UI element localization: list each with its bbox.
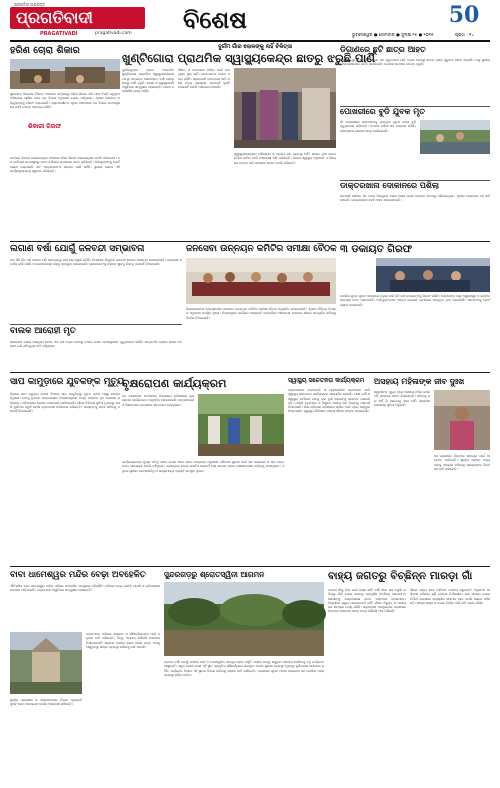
body-center-lead-2: ଔଷଧ ଓ ଉପକରଣ ରଖିବା ପାଇଁ ଉପଯୁକ୍ତ ସ୍ଥାନ ନାହିଁ। ଡାକ୍ତରଙ୍କ ଅଭାବ ମଧ୍ୟ ରହିଛି। ଗ୍ରାମବାସୀ ବାରମ୍ବାର ଦାବି କଲେ ମଧ୍ୟ ପ୍ରଶାସନ ଏଥିପ୍ରତି ଦୃଷ୍ଟି ଦେଉନାହିଁ ବୋଲି ଅଭିଯୋଗ ହେଉଛି।: [178, 68, 230, 90]
body-row4-mid2: ଗ୍ରାମାଞ୍ଚଳରେ ଝାଡ଼ାବାନ୍ତି ଓ ମ୍ୟାଲେରିଆ ପ୍ରତିରୋଧ ପାଇଁ ସ୍ୱାସ୍ଥ୍ୟ ସଚେତନତା କାର୍ଯ୍ୟକ୍ରମ ଆୟୋଜିତ ହୋଇଛି। ଆଶା କର୍ମୀ ଓ ସ୍ୱାସ୍ଥ୍ୟ କର୍ମଚାରୀ ଘରକୁ ଘର ବୁଲି ଲୋକଙ୍କୁ ସଚେତନ କରାଉଛନ୍ତି। ମଶାରି ବ୍ୟବହାର ଓ ବିଶୁଦ୍ଧ ପାନୀୟ ଜଳ ପିଇବାକୁ ପରାମର୍ଶ ଦିଆଯାଉଛି। ଗାଁର ଚାରିପାଖ ପରିଷ୍କାର ରଖିବା ପାଇଁ ମଧ୍ୟ ଆହ୍ୱାନ ଦିଆଯାଇଛି। ସ୍ୱାସ୍ଥ୍ୟ ଶିବିରରେ ମାଗଣା ଔଷଧ ବଣ୍ଟନ କରାଯାଇଛି।: [288, 388, 370, 414]
row-divider-1: [10, 241, 490, 242]
body-bottom-mid: ପ୍ରବଳ ବର୍ଷା ଯୋଗୁଁ ଅଞ୍ଚଳର ନଦୀ ଓ ଝରଣାଗୁଡ଼ିକ ଭରପୂର ହୋଇ ବହୁଛି। ପାହାଡ଼ ଉପରୁ ଖସୁଥିବା ଜଳଧାରା ଦେଖିବାକୁ ବହୁ ପର୍ଯ୍ୟଟକ ଆସୁଛନ୍ତି। ସବୁଜ ବନାନୀ ଘେରା ଏହି ସ୍ଥାନ ପ୍ରାକୃତିକ ସୌନ୍ଦର୍ଯ୍ୟରେ ଭରପୂର। ତେବେ ସୁରକ୍ଷା ବ୍ୟବସ୍ଥା ନଥିବାରୁ ଦୁର୍ଘଟଣାର ଆଶଙ୍କା ରହିଛି। ପର୍ଯ୍ୟଟନ ବିଭାଗ ଏହି ସ୍ଥାନର ବିକାଶ କରିବାକୁ ଲୋକେ ଦାବି କରିଛନ୍ତି। ପ୍ରଶାସନ ସୂଚନା ଫଳକ ଲଗାଇବା ସହ ପୋଲିସ ପହରା ବ୍ୟବସ୍ଥା କରିବା ଉଚିତ।: [164, 660, 324, 677]
body-row4-mid-1: ବନ ମହୋତ୍ସବ ଅବସରରେ ବିଦ୍ୟାଳୟ ପରିସରରେ ବୃକ୍ଷରୋପଣ କାର୍ଯ୍ୟକ୍ରମ ଅନୁଷ୍ଠିତ ହୋଇଯାଇଛି। ଛାତ୍ରଛାତ୍ରୀ ଓ ଶିକ୍ଷକମାନେ ଉତ୍ସାହର ସହ ଯୋଗ ଦେଇଥିଲେ।: [122, 394, 194, 407]
body-center-lead-1: କୁଆଁରମୁଣ୍ଡା ବ୍ଲକ ଅନ୍ତର୍ଗତ ଖୁଣ୍ଟିଗୋରା ପ୍ରାଥମିକ ସ୍ୱାସ୍ଥ୍ୟକେନ୍ଦ୍ରର ଅବସ୍ଥା ଅତ୍ୟନ୍ତ ଶୋଚନୀୟ। ବର୍ଷା ହେଲେ ଛାତରୁ ପାଣି ଝରୁଛି। ରୋଗୀ ଓ ସ୍ୱାସ୍ଥ୍ୟକର୍ମୀ ଅସୁବିଧାର ସମ୍ମୁଖୀନ ହେଉଛନ୍ତି। କୋଠା ଜରାଜୀର୍ଣ୍ଣ ହୋଇ ପଡ଼ିଛି।: [122, 68, 175, 94]
headline-right-3: ଡାକ୍ତରଖାନା ଦୋକାନରେ ପଶିଲା: [340, 181, 439, 190]
photo-bottom-left: [10, 632, 82, 694]
body-bottom-left-3: ସ୍ଥାନୀୟ ପ୍ରଶାସନ ଓ ଏଣ୍ଡୋମେଣ୍ଟ ବିଭାଗ ଏଥିପ୍ରତି ଦୃଷ୍ଟି ଦେବା ଆବଶ୍ୟକ ବୋଲି ଅଞ୍ଚଳବାସୀ କହିଛନ୍ତି।: [10, 698, 82, 707]
headline-right-top: ଡିଗାଣରେ ଛୁଟି ଛାତ୍ର ଆହତ: [340, 45, 426, 54]
body-row4-left: ବିଲରେ କାମ କରୁଥିବା ବେଳେ ବିଷଧର ସାପ କାମୁଡ଼ିବାରୁ ଯୁବକ ଜଣକ ଅସୁସ୍ଥ ହୋଇପଡ଼ିଥିଲେ। ତାଙ୍କୁ ତୁରନ୍ତ ଡାକ୍ତରଖାନା ନିଆଯାଇଥିଲେ ମଧ୍ୟ ଡାକ୍ତର ମୃତ ଘୋଷଣା କରିଥିଲେ। ପରିବାରରେ କୋହର ବାତାବରଣ ଖେଳିଯାଇଛି। ଗାଁରେ ଚିକିତ୍ସା ସୁବିଧା ନଥିବାରୁ ଏଭଳି ଦୁର୍ଘଟଣା ଘଟୁଛି ବୋଲି ଗ୍ରାମବାସୀ ଅଭିଯୋଗ କରିଛନ୍ତି। ସମସ୍ତଙ୍କୁ ସତର୍କ ରହିବାକୁ ପରାମର୍ଶ ଦିଆଯାଇଛି।: [10, 392, 120, 414]
photo-row2-mid: [186, 258, 336, 304]
photo-left-top: [10, 59, 120, 89]
body-row2-mid: ଜିଲ୍ଲାପାଳଙ୍କ ଅଧ୍ୟକ୍ଷତାରେ ଜନସେବା ଉନ୍ନୟନ କମିଟିର ସମୀକ୍ଷା ବୈଠକ ଅନୁଷ୍ଠିତ ହୋଇଯାଇଛି। ଏଥିରେ ବିଭିନ୍ନ ବିଭାଗର ଅଧିକାରୀ ଉପସ୍ଥିତ ଥିଲେ। ବିକାଶମୂଳକ କାର୍ଯ୍ୟର ଅଗ୍ରଗତି ସମ୍ପର୍କରେ ଆଲୋଚନା କରାଯାଇ ଶୀଘ୍ର ସମ୍ପୂର୍ଣ୍ଣ କରିବାକୁ ନିର୍ଦ୍ଦେଶ ଦିଆଯାଇଛି।: [186, 307, 336, 320]
body-center-lead-3: ସ୍ୱାସ୍ଥ୍ୟକେନ୍ଦ୍ରରେ ଶୌଚାଳୟ ଓ ପାନୀୟ ଜଳ ବ୍ୟବସ୍ଥା ନାହିଁ। ଶୀଘ୍ର ନୂଆ କୋଠା ନିର୍ମାଣ କରିବା ପାଇଁ ଅଞ୍ଚଳବାସୀ ଦାବି କରିଛନ୍ତି। ଜିଲ୍ଲା ସ୍ୱାସ୍ଥ୍ୟ ଅଧିକାରୀ ଏ ବିଷୟରେ ତଦନ୍ତ କରି ପଦକ୍ଷେପ ନେବେ ବୋଲି କହିଛନ୍ତି।: [234, 152, 336, 165]
body-row2-left: ଗତ କିଛି ଦିନ ଧରି ଲଗାଣ ବର୍ଷା ହେଉଥିବାରୁ ନଦୀ ନାଳ ଉଛୁଳି ଉଠିଛି। ନିମ୍ନାଞ୍ଚଳ ଗାଁଗୁଡ଼ିକ ଜଳବନ୍ଦୀ ହେବାର ଆଶଙ୍କା ଦେଖାଦେଇଛି। ପ୍ରଶାସନ ସତର୍କତା ଜାରି କରିଛି ଓ ଉଦ୍ଧାରକାରୀ ଦଳକୁ ପ୍ରସ୍ତୁତ ରଖାଯାଇଛି। ଲୋକମାନଙ୍କୁ ନିରାପଦ ସ୍ଥାନକୁ ଯିବାକୁ ପରାମର୍ଶ ଦିଆଯାଇଛି।: [10, 258, 182, 267]
page-number: ପୃଷ୍ଠା : ୧୪: [455, 32, 474, 37]
headline-left-top: ହରିଣ ଚୋରା ଶିକାର: [10, 45, 80, 56]
photo-row4-right: [434, 390, 490, 450]
anniversary-badge: [446, 2, 482, 28]
body-right-2: ଗାଁ ପୋଖରୀରେ ଗାଧୋଇବାକୁ ଯାଇଥିବା ଯୁବକ ଜଣକ ବୁଡ଼ି ମୃତ୍ୟୁବରଣ କରିଛନ୍ତି। ଦମକଳ ବାହିନୀ ଶବ ଉଦ୍ଧାର କରିଛି। ପରିବାରରେ ଶୋକର ଛାୟା ଖେଳିଯାଇଛି।: [340, 120, 416, 133]
body-row4-mid-2: କାର୍ଯ୍ୟକ୍ରମରେ ମୁଖ୍ୟ ଅତିଥି ଭାବେ ଯୋଗ ଦେଇ ବ୍ଲକ ଉନ୍ନୟନ ଅଧିକାରୀ ପରିବେଶ ସୁରକ୍ଷା ପାଇଁ ଗଛ ଲଗାଇବା ଓ ତାର ଯତ୍ନ ନେବା ଆବଶ୍ୟକ ବୋଲି କହିଥିଲେ। ପ୍ରତ୍ୟେକ ଛାତ୍ର ଗୋଟିଏ ଲେଖାଏଁ ଚାରା ଲଗାଇ ତାହାର ରକ୍ଷଣାବେକ୍ଷଣ ଦାୟିତ୍ୱ ନେଇଥିଲେ। ଏଥିରେ ସ୍ଥାନୀୟ ଜନପ୍ରତିନିଧି ଓ ଗଣ୍ୟମାନ୍ୟ ବ୍ୟକ୍ତି ଉପସ୍ଥିତ ଥିଲେ।: [122, 460, 284, 473]
masthead-tagline: ପ୍ରଗତିର ଅଗ୍ରଦୂତ: [14, 2, 46, 7]
body-left-top: ସୁନ୍ଦରଗଡ଼ ଜିଲ୍ଲାର ବିଭିନ୍ନ ଅଞ୍ଚଳରେ ଜଙ୍ଗଲରୁ ହରିଣ ଶିକାର କରି ମାଂସ ବିକ୍ରି କରୁଥିବା ଅଭିଯୋଗ ଆସିବା ପରେ ବନ ବିଭାଗ ଅଧିକାରୀ ଚଢ଼ାଉ କରିଥିଲେ। ଏଥିରେ କେତେକ ଅଭିଯୁକ୍ତଙ୍କୁ ଗିରଫ କରାଯାଇଛି। ଗ୍ରାମବାସୀଙ୍କ ସୂଚନା ଆଧାରରେ ବନ ବିଭାଗ ଘଟଣାସ୍ଥଳରେ ପହଞ୍ଚି ତଦନ୍ତ ଆରମ୍ଭ କରିଛି।: [10, 92, 120, 109]
headline-row4-mid2: ସ୍ୱାସ୍ଥ୍ୟ ସଚେତନତା କାର୍ଯ୍ୟକ୍ରମ: [288, 377, 365, 384]
body-right-3: ଗତକାଲି ରାତିରେ ଏକ ଟ୍ରକ ନିୟନ୍ତ୍ରଣ ହରାଇ ରାସ୍ତା କଡ଼ର ଦୋକାନ ଭିତରକୁ ପଶିଯାଇଥିଲା। ଏଥିରେ ଦୋକାନର ବହୁ କ୍ଷତି ହୋଇଛି। ଭାଗ୍ୟବଶତଃ କେହି ଆହତ ହୋଇନାହାନ୍ତି।: [340, 194, 490, 203]
headline-row4-mid: ବୃକ୍ଷରୋପଣ କାର୍ଯ୍ୟକ୍ରମ: [122, 377, 227, 390]
body-row2-right: ପୋଲିସ ଗୁପ୍ତ ସୂଚନା ଆଧାରରେ ଚଢ଼ାଉ କରି ତିନି ଜଣ ଡକାୟତଙ୍କୁ ଗିରଫ କରିଛି। ସେମାନଙ୍କ ଠାରୁ ଅସ୍ତ୍ରଶସ୍ତ୍ର ଓ ଲୁଣ୍ଠିତ ସାମଗ୍ରୀ ଜବତ କରାଯାଇଛି। ଅଭିଯୁକ୍ତମାନେ ଅନେକ ଡକାୟତି ଘଟଣାରେ ସମ୍ପୃକ୍ତ ଥିବା ଜଣାପଡ଼ିଛି। ସେମାନଙ୍କୁ କୋର୍ଟ ଚାଲାଣ କରାଯାଇଛି।: [340, 294, 490, 307]
logo-sub: PRAGATIVADI: [40, 31, 78, 37]
headline-bottom-left: ବାବା ଧାମେଶ୍ୱର ମନ୍ଦିର ବେଢ଼ା ଅବହେଳିତ: [10, 570, 146, 580]
section-title: ବିଶେଷ: [183, 6, 247, 34]
headline-row3-left: ବାଲକ ଆରୋହୀ ମୃତ: [10, 326, 76, 336]
headline-bottom-mid: ସୁନ୍ଦରଗଡ଼ରୁ ଶ୍ରୋତସ୍ୱିନୀ ଆଗମନ: [164, 570, 265, 579]
pull-quote-left: ଶିକାରୀ ଗିରଫ: [28, 123, 62, 130]
body-bottom-left-2: ଭକ୍ତମାନେ ମନ୍ଦିରର ସଂସ୍କାର ଓ ସୌନ୍ଦର୍ଯ୍ୟକରଣ ପାଇଁ ବହୁବାର ଦାବି କରିଛନ୍ତି। କିନ୍ତୁ ଏଯାବତ୍ କୌଣସି ପଦକ୍ଷେପ ନିଆଯାଇନାହିଁ। ଶ୍ରାବଣ ମାସରେ ହଜାର ହଜାର ଭକ୍ତ ଏଠାକୁ ଆସୁଥିବାରୁ ଶୀଘ୍ର ବ୍ୟବସ୍ଥା କରିବାକୁ ଦାବି ହେଉଛି।: [86, 632, 160, 649]
body-row4-right-2: ସେ ପ୍ରଶାସନ ନିକଟରେ ସାହାଯ୍ୟ ପାଇଁ ଆବେଦନ କରିଛନ୍ତି। ସ୍ଥାନୀୟ ଲୋକେ ମଧ୍ୟ ତାଙ୍କୁ ସହାୟତା କରିବାକୁ ସରକାରଙ୍କ ନିକଟରେ ଦାବି କରିଛନ୍ତି।: [434, 454, 490, 471]
photo-right-2: [420, 120, 490, 154]
body-row4-right-1: ସ୍ୱାମୀଙ୍କ ମୃତ୍ୟୁ ପରେ ଅସହାୟ ମହିଳା ଜଣକ ଅତି କଷ୍ଟରେ ଜୀବନ ବିତାଉଛନ୍ତି। ରହିବାକୁ ଘର ନାହିଁ କି ଖାଇବାକୁ ଦାନା ନାହିଁ। ସରକାରୀ ଯୋଜନାର ସୁବିଧା ମିଳୁନାହିଁ।: [374, 390, 430, 407]
anniversary-number: 50: [448, 2, 480, 28]
headline-row4-left: ସାପ କାମୁଡ଼ାରେ ଯୁବକଙ୍କ ମୃତ୍ୟୁ: [10, 377, 125, 387]
photo-center-lead: [234, 68, 336, 148]
masthead-rule: [10, 40, 490, 42]
headline-row2-right: ୩ ଡକାୟତ ଗିରଫ: [340, 244, 413, 255]
headline-row4-right: ଅସହାୟ ମହିଳାଙ୍କ ଜୀବ ଦୁଃଖ: [374, 377, 465, 386]
kicker-center-lead: ଦୁର୍ଗମ ଗାଁର ଲୋକଙ୍କୁ ନାହିଁ ଚିକିତ୍ସା: [217, 44, 293, 50]
headline-center-lead: ଖୁଣ୍ଟିଗୋରା ପ୍ରାଥମିକ ସ୍ୱାସ୍ଥ୍ୟକେନ୍ଦ୍ର ଛାତରୁ ଝରୁଛି ପାଣି: [122, 51, 375, 65]
body-bottom-right-2: ଗାଁରେ ପ୍ରାୟ ଶହେ ପରିବାର ବସବାସ କରୁଛନ୍ତି। ଅଧିକାଂଶ ଆଦିବାସୀ ପରିବାର କୃଷି ଉପରେ ନିର୍ଭରଶୀଳ। ନାଳ ଉପରେ ପୋଲ ନିର୍ମାଣ କରାଗଲେ ସମସ୍ୟାର ସମାଧାନ ହେବ ବୋଲି ଲୋକେ କହିଛନ୍ତି। ଶୀଘ୍ର ରାସ୍ତା ଓ ପୋଲ ନିର୍ମାଣ ପାଇଁ ଦାବି ଜୋର ଧରିଛି।: [410, 588, 490, 605]
row-divider-3: [10, 566, 490, 567]
logo-text: ପ୍ରଗତିବାଦୀ: [16, 8, 93, 27]
photo-row2-right: [376, 258, 490, 292]
headline-row2-mid: ଜନସେବା ଉନ୍ନୟନ କମିଟିର ସମୀକ୍ଷା ବୈଠକ: [186, 244, 337, 254]
body-left-top-2: ଜଙ୍ଗଲ ଭିତରେ ରଖାଯାଇଥିବା ଫାନ୍ଦରେ ହରିଣ ଶିକାର କରାଯାଉଥିଲା ବୋଲି ଅଭିଯୋଗ। ବନ କର୍ମଚାରୀ ଘଟଣାସ୍ଥଳରୁ ମାଂସ ଓ ଶିକାର ଉପକରଣ ଜବତ କରିଛନ୍ତି। ଅଭିଯୁକ୍ତଙ୍କୁ କୋର୍ଟ ଚାଲାଣ କରାଯାଇଛି ଏବଂ ଅନ୍ୟମାନଙ୍କ ସନ୍ଧାନ ଜାରି ରହିଛି। ସ୍ଥାନୀୟ ଲୋକେ ଏହି କାର୍ଯ୍ୟାନୁଷ୍ଠାନକୁ ସ୍ୱାଗତ କରିଛନ୍ତି।: [10, 156, 120, 173]
photo-bottom-mid: [164, 582, 324, 656]
dateline: ଭୁବନେଶ୍ୱର ● ସୋମବାର ● ଜୁଲାଇ ୨୫ ● ୨୦୧୬: [352, 32, 434, 37]
photo-row4-mid: [198, 394, 284, 456]
body-bottom-left: ଐତିହାସିକ ବାବା ଧାମେଶ୍ୱର ମନ୍ଦିର ପରିସର ଅବହେଳିତ ଅବସ୍ଥାରେ ପଡ଼ିରହିଛି। ମନ୍ଦିରର ବେଢ଼ା ଭାଙ୍ଗି ଯାଇଛି ଓ ଚାରିପାଖରେ ଜଙ୍ଗଲ ମାଡ଼ିଯାଇଛି। ଭକ୍ତମାନେ ଅସୁବିଧାର ସମ୍ମୁଖୀନ ହେଉଛନ୍ତି।: [10, 584, 160, 593]
site-url: pragativadi.com: [95, 31, 132, 36]
body-row3-left: ସାଇକେଲ ଚଳାଇ ଯାଉଥିବା ବେଳେ ଏକ ବସ ଧକ୍କା ଦେବାରୁ ବାଲକ ଜଣକ ଘଟଣାସ୍ଥଳରେ ମୃତ୍ୟୁବରଣ କରିଛି। ଉତ୍ତେଜିତ ଲୋକେ ରାସ୍ତା ଅବରୋଧ କରି କ୍ଷତିପୂରଣ ଦାବି କରିଥିଲେ।: [10, 340, 182, 349]
body-bottom-right-1: ମାରଡ଼ା ଗାଁକୁ ଯିବା ପାଇଁ ରାସ୍ତା ନାହିଁ। ବର୍ଷା ଦିନେ ନାଳ ଉଛୁଳି ଉଠିବାରୁ ଗାଁଟି ବାହ୍ୟ ଜଗତରୁ ସମ୍ପୂର୍ଣ୍ଣ ବିଚ୍ଛିନ୍ନ ହୋଇଯାଏ। ରୋଗୀଙ୍କୁ ଡାକ୍ତରଖାନା ନେବା କଷ୍ଟକର ହୋଇପଡ଼େ। ପିଲାମାନେ ସ୍କୁଲ ଯାଇପାରନ୍ତି ନାହିଁ। ଗାଁରେ ବିଦ୍ୟୁତ୍ ଓ ପାନୀୟ ଜଳ ସମସ୍ୟା ମଧ୍ୟ ରହିଛି। ଗ୍ରାମବାସୀ ଏକାଧିକବାର ପ୍ରଶାସନ ନିକଟରେ ଆବେଦନ କଲେ ମଧ୍ୟ କୌଣସି ଫଳ ମିଳିନାହିଁ।: [328, 588, 406, 614]
headline-row2-left: ଲଗାଣ ବର୍ଷା ଯୋଗୁଁ ଜଳବନ୍ଦୀ ସମ୍ଭାବନା: [10, 244, 145, 254]
divider-row3-left: [10, 324, 182, 325]
masthead: [0, 0, 500, 42]
body-right-top: ବିଦ୍ୟାଳୟରୁ ଫେରୁଥିବା ବେଳେ ଏକ ଦ୍ରୁତଗାମୀ ଗାଡ଼ି ଧକ୍କା ଦେବାରୁ ଛାତ୍ର ଜଣକ ଗୁରୁତର ଆହତ ହୋଇଛି। ତାକୁ ସ୍ଥାନୀୟ ଡାକ୍ତରଖାନାରେ ଭର୍ତ୍ତି କରାଯାଇଛି। ପୋଲିସ ଘଟଣାର ତଦନ୍ତ କରୁଛି।: [340, 58, 490, 67]
row-divider-2: [10, 372, 490, 373]
headline-bottom-right: ବାହ୍ୟ ଜଗତରୁ ବିଚ୍ଛିନ୍ନ ମାରଡ଼ା ଗାଁ: [328, 570, 473, 582]
headline-right-2: ପୋଖରୀରେ ବୁଡି ଯୁବକ ମୃତ: [340, 107, 425, 116]
